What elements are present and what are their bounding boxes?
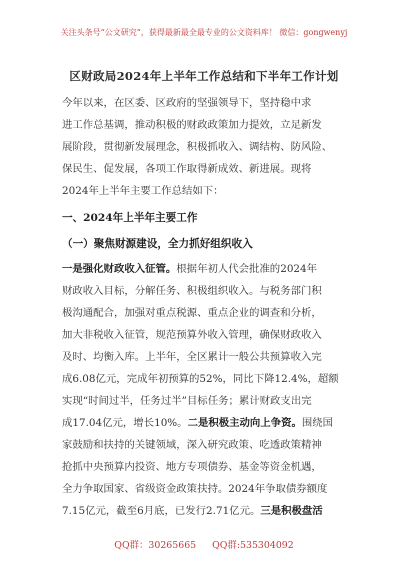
body-line: [62, 416, 354, 430]
body-line: [62, 262, 354, 276]
promo-banner: 关注头条号“公文研究”，获得最新最全最专业的公文资料库！ 微信：gongwenyj: [60, 28, 348, 37]
body-line: 加大非税收入征管，规范预算外收入管理，确保财政收入: [62, 329, 322, 341]
intro-line: 进工作总基调，推动积极的财政政策加力提效，立足新发: [62, 119, 322, 131]
body-text: 7.15亿元，截至6月底，已发行2.71亿元。: [62, 505, 261, 517]
intro-line: 今年以来，在区委、区政府的坚强领导下，坚持稳中求: [62, 97, 312, 109]
qq-group-2: QQ群:535304092: [212, 540, 294, 551]
body-text: 成17.04亿元，增长10%。: [62, 417, 188, 429]
qq-group-1: QQ群：30265665: [114, 540, 197, 551]
body-text: 围绕国: [301, 417, 334, 429]
body-line: 全力争取国家、省级资金政策扶持。2024年争取债券额度: [62, 483, 328, 495]
body-line: 财政收入目标，分解任务、积极组织收入。与税务部门积: [62, 285, 322, 297]
body-text: 根据年初人代会批准的2024年: [176, 263, 318, 275]
body-line: 实现“时间过半，任务过半”目标任务；累计财政支出完: [62, 395, 312, 407]
point-three-lead: 三是积极盘活: [260, 505, 323, 517]
body-line: [62, 504, 354, 518]
body-line: 抢抓中央预算内投资、地方专项债券、基金等资金机遇，: [62, 461, 322, 473]
body-line: 成6.08亿元，完成年初预算的52%，同比下降12.4%，超额: [62, 373, 339, 385]
subsection-heading: （一）聚焦财源建设，全力抓好组织收入: [62, 238, 253, 250]
section-heading: 一、2024年上半年主要工作: [62, 212, 198, 224]
document-title: 区财政局2024年上半年工作总结和下半年工作计划: [69, 69, 339, 83]
intro-line: 展阶段，贯彻新发展理念，积极抓收入、调结构、防风险、: [62, 141, 333, 153]
footer-contacts: [0, 537, 408, 551]
point-two-lead: 二是积极主动向上争资。: [187, 417, 302, 429]
intro-line: 保民生、促发展，各项工作取得新成效、新进展。现将: [62, 163, 312, 175]
body-line: 家鼓励和扶持的关键领域，深入研究政策、吃透政策精神: [62, 439, 322, 451]
body-line: 及时、均衡入库。上半年，全区累计一般公共预算收入完: [62, 351, 322, 363]
point-one-lead: 一是强化财政收入征管。: [62, 263, 177, 275]
intro-line: 2024年上半年主要工作总结如下：: [62, 185, 224, 197]
body-line: 极沟通配合，加强对重点税源、重点企业的调查和分析，: [62, 307, 322, 319]
